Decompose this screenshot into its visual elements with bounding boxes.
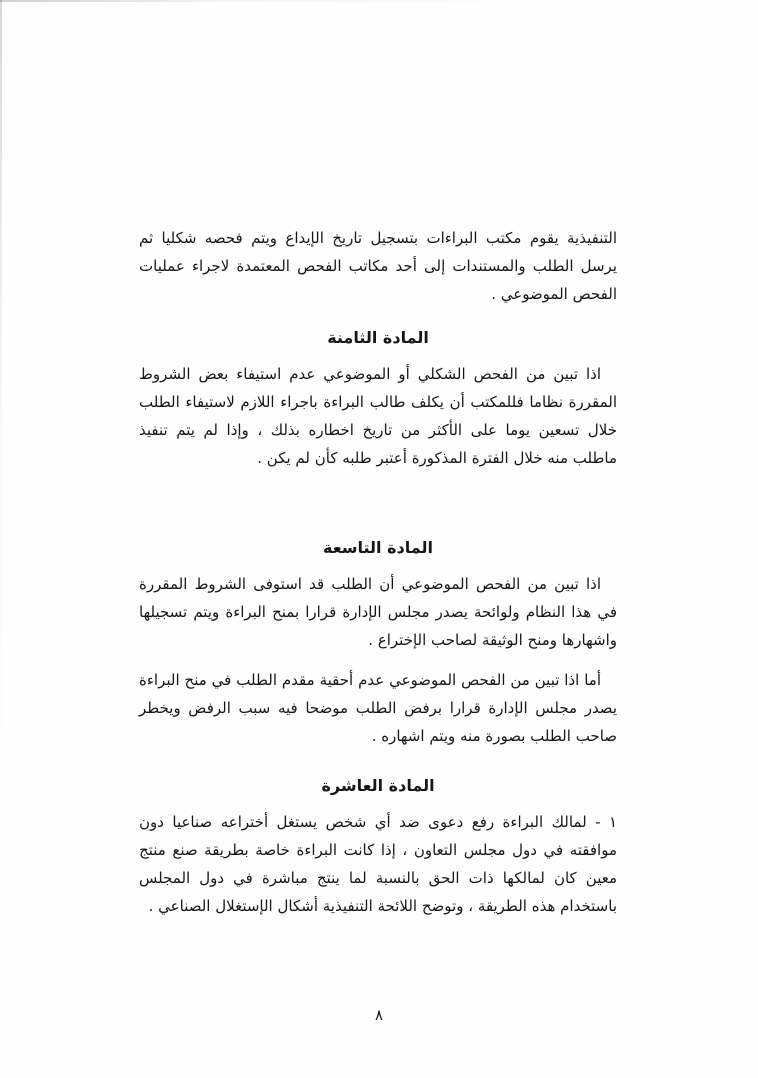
intro-paragraph: التنفيذية يقوم مكتب البراءات بتسجيل تاريخ الإيداع ويتم فحصه شكليا ثم يرسل الطلب والمستندات إلى أحد مكاتب الفحص المعتمدة لاجراء عمليات الفحص الموضوعي . — [139, 229, 617, 303]
scan-edge-left — [0, 0, 2, 1078]
article-10-paragraph: ١ - لمالك البراءة رفع دعوى ضد أي شخص يستغل أختراعه صناعيا دون موافقته في دول مجلس التعاون ، إذا كانت البراءة خاصة بطريقة صنع منتج معين كان لمالكها ذات الحق بالنسبة لما ينتج مباشرة في دول المجلس باستخدام هذه الطريقة ، وتوضح اللائحة التنفيذية أشكال الإستغلال الصناعي . — [139, 813, 617, 915]
page-number: ٨ — [374, 1006, 384, 1024]
article-9-paragraph-1: اذا تبين من الفحص الموضوعي أن الطلب قد استوفى الشروط المقررة في هذا النظام ولوائحة يصدر مجلس الإدارة قرارا بمنح البراءة ويتم تسجيلها واشهارها ومنح الوثيقة لصاحب الإختراع . — [139, 575, 617, 649]
scan-edge-top — [0, 0, 758, 2]
article-9-paragraph-2: أما اذا تبين من الفحص الموضوعي عدم أحقية مقدم الطلب في منح البراءة يصدر مجلس الإدارة قرارا برفض الطلب موضحا فيه سبب الرفض ويخطر صاحب الطلب بصورة منه ويتم اشهاره . — [139, 671, 617, 745]
article-8-paragraph: اذا تبين من الفحص الشكلي أو الموضوعي عدم استيفاء بعض الشروط المقررة نظاما فللمكتب أن يكلف طالب البراءة باجراء اللازم لاستيفاء الطلب خلال تسعين يوما على الأكثر من تاريخ اخطاره بذلك ، وإذا لم يتم تنفيذ ماطلب منه خلال الفترة المذكورة أعتبر طلبه كأن لم يكن . — [139, 365, 617, 467]
article-8-heading: المادة الثامنة — [327, 328, 429, 347]
page-content — [139, 224, 617, 924]
article-10-heading: المادة العاشرة — [321, 776, 435, 795]
article-9-heading: المادة التاسعة — [323, 538, 433, 557]
